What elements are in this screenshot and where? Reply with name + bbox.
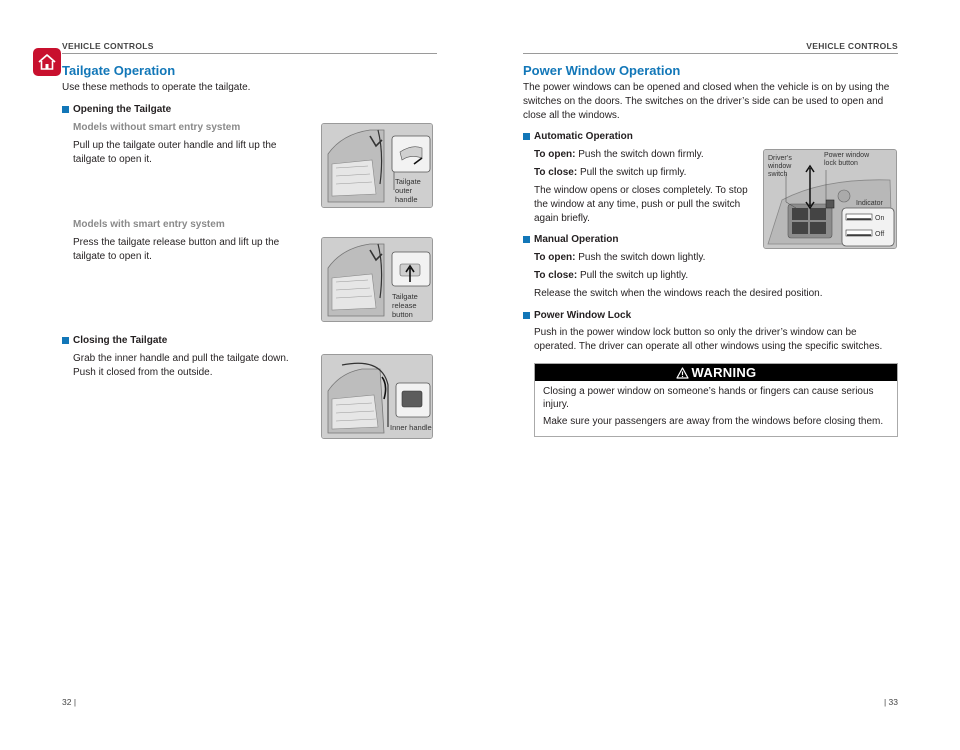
manual-close-text: Pull the switch up lightly. — [579, 270, 689, 281]
auto-open-line — [534, 148, 704, 163]
opening-heading-text: Opening the Tailgate — [73, 104, 172, 115]
left-page-number: 32 | — [62, 697, 77, 707]
power-window-intro-1: The power windows can be opened and closed when the vehicle is on by using the — [523, 82, 890, 93]
warning-text-3: Make sure your passengers are away from the windows before closing them. — [543, 416, 884, 427]
section-square-icon — [523, 236, 530, 243]
release-button-caption — [392, 292, 418, 319]
section-square-icon — [523, 133, 530, 140]
closing-text-2: Push it closed from the outside. — [73, 367, 213, 378]
caption-line: outer — [395, 186, 413, 195]
auto-close-label: To close: — [534, 167, 578, 178]
lock-heading-text: Power Window Lock — [534, 310, 632, 321]
power-window-intro-2: switches on the doors. The switches on the driver’s side can be used to open and — [523, 96, 884, 107]
tailgate-release-button-figure — [321, 237, 433, 322]
manual-heading — [523, 234, 618, 245]
caption-line: switch — [768, 171, 788, 178]
home-icon — [37, 53, 57, 71]
tailgate-intro: Use these methods to operate the tailgate. — [62, 82, 251, 93]
lock-text-1: Push in the power window lock button so only the driver’s window can be — [534, 327, 857, 338]
closing-text-1: Grab the inner handle and pull the tailgate down. — [73, 353, 289, 364]
right-header-rule — [523, 53, 898, 54]
power-window-title: Power Window Operation — [523, 63, 681, 78]
caption-line: Tailgate — [392, 292, 418, 301]
caption-line: button — [392, 310, 413, 319]
auto-open-label: To open: — [534, 149, 576, 160]
inner-handle-caption: Inner handle — [390, 423, 432, 432]
with-smart-text-1: Press the tailgate release button and lift up the — [73, 237, 280, 248]
auto-close-text: Pull the switch up firmly. — [579, 167, 687, 178]
lock-heading — [523, 310, 631, 321]
automatic-heading-text: Automatic Operation — [534, 131, 633, 142]
left-header-rule — [62, 53, 437, 54]
auto-open-text: Push the switch down firmly. — [578, 149, 704, 160]
manual-open-label: To open: — [534, 252, 576, 263]
model-label-without-smart: Models without smart entry system — [73, 122, 241, 133]
section-square-icon — [523, 312, 530, 319]
closing-heading-text: Closing the Tailgate — [73, 335, 168, 346]
warning-text-1: Closing a power window on someone’s hands or fingers can cause serious — [543, 386, 874, 397]
section-square-icon — [62, 106, 69, 113]
on-caption: On — [875, 215, 885, 222]
lock-button-caption — [824, 152, 869, 168]
opening-heading — [62, 104, 171, 115]
left-running-header: VEHICLE CONTROLS — [62, 41, 154, 51]
manual-text: Release the switch when the windows reach the desired position. — [534, 288, 823, 299]
warning-bar — [535, 364, 897, 381]
manual-close-line — [534, 269, 688, 284]
caption-line: release — [392, 301, 417, 310]
manual-open-text: Push the switch down lightly. — [578, 252, 706, 263]
section-square-icon — [62, 337, 69, 344]
auto-text-3: again briefly. — [534, 213, 590, 224]
automatic-heading — [523, 131, 633, 142]
drivers-switch-caption — [768, 155, 792, 179]
inner-handle-figure — [321, 354, 433, 439]
caption-line: lock button — [824, 160, 858, 167]
caption-line: Tailgate — [395, 177, 421, 186]
tailgate-outer-handle-figure — [321, 123, 433, 208]
auto-text-1: The window opens or closes completely. To stop — [534, 185, 748, 196]
without-smart-text-1: Pull up the tailgate outer handle and lift up the — [73, 140, 277, 151]
closing-heading — [62, 335, 167, 346]
caption-line: window — [768, 163, 792, 170]
caption-line: handle — [395, 195, 418, 204]
off-caption: Off — [875, 231, 885, 238]
warning-box — [534, 363, 898, 437]
right-page-number: | 33 — [883, 697, 898, 707]
without-smart-text-2: tailgate to open it. — [73, 154, 152, 165]
warning-text-2: injury. — [543, 399, 569, 410]
power-window-switch-figure — [763, 149, 897, 249]
caption-line: Power window — [824, 152, 870, 159]
home-button[interactable] — [33, 48, 61, 76]
with-smart-text-2: tailgate to open it. — [73, 251, 152, 262]
manual-close-label: To close: — [534, 270, 578, 281]
auto-close-line — [534, 166, 686, 181]
manual-heading-text: Manual Operation — [534, 234, 619, 245]
tailgate-title: Tailgate Operation — [62, 63, 176, 78]
lock-text-2: operated. The driver can operate all other windows using the specific switches. — [534, 341, 883, 352]
outer-handle-caption — [395, 177, 421, 204]
manual-open-line — [534, 251, 705, 266]
warning-triangle-icon — [676, 367, 689, 379]
caption-line: Driver’s — [768, 155, 792, 162]
right-running-header: VEHICLE CONTROLS — [806, 41, 898, 51]
indicator-caption: Indicator — [856, 200, 883, 207]
power-window-intro-3: close all the windows. — [523, 110, 620, 121]
auto-text-2: the window at any time, push or pull the switch — [534, 199, 741, 210]
warning-title: WARNING — [691, 365, 757, 380]
model-label-with-smart: Models with smart entry system — [73, 219, 225, 230]
